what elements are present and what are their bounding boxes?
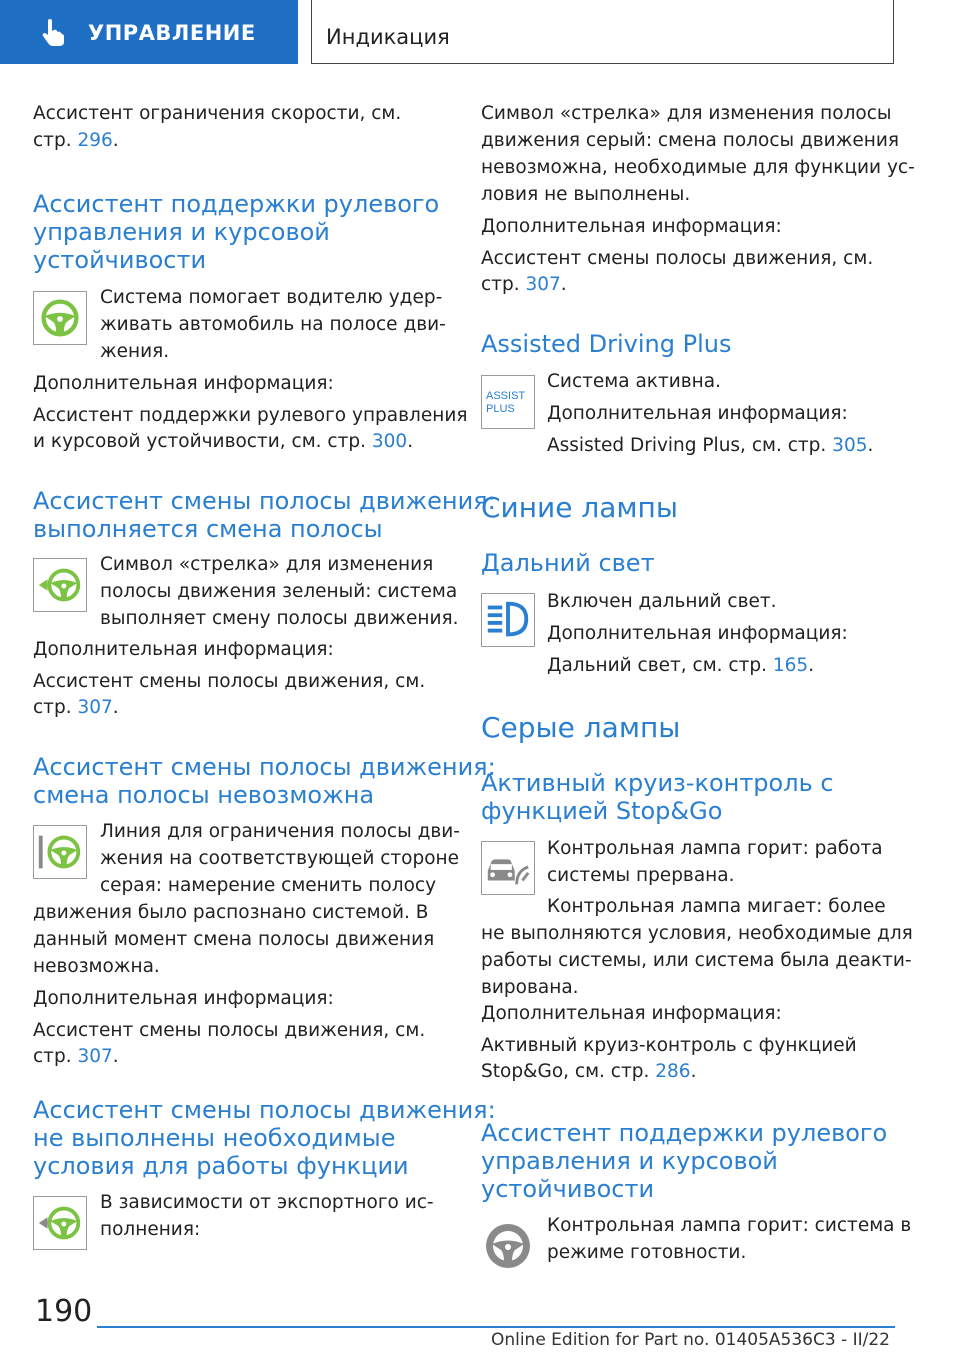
section-tab [0, 0, 298, 64]
section-heading: смена полосы невозможна [33, 781, 375, 809]
reference-text: Ассистент смены полосы движения, см. [481, 248, 874, 269]
icon-label: ASSIST [486, 390, 526, 402]
page-link[interactable]: 300 [371, 431, 408, 452]
body-text: работы системы, или система была деакти- [481, 950, 912, 971]
footer-divider [97, 1326, 895, 1328]
reference-text: Stop&Go, см. стр. 286. [481, 1061, 697, 1082]
section-heading: не выполнены необходимые [33, 1124, 396, 1152]
section-heading: Assisted Driving Plus [481, 330, 732, 358]
section-heading: условия для работы функции [33, 1152, 409, 1180]
section-heading: функцией Stop&Go [481, 797, 723, 825]
body-text: Включен дальний свет. [547, 591, 777, 612]
body-text: вирована. [481, 977, 579, 998]
section-heading: устойчивости [481, 1175, 655, 1203]
section-heading: Ассистент смены полосы движения: [33, 487, 496, 515]
body-text: не выполняются условия, необходимые для [481, 923, 913, 944]
speed-assist-ref-page: стр. 296. [33, 130, 119, 151]
body-text: Символ «стрелка» для изменения полосы [481, 103, 892, 124]
footer-edition: Online Edition for Part no. 01405A536C3 - II/22 [490, 1330, 890, 1350]
section-heading: управления и курсовой [33, 218, 330, 246]
icon-label: PLUS [486, 403, 515, 415]
reference-text: Ассистент смены полосы движения, см. [33, 1020, 426, 1041]
section-title: УПРАВЛЕНИЕ [88, 21, 256, 45]
chapter-tab [311, 0, 894, 64]
more-info-label: Дополнительная информация: [33, 639, 334, 660]
reference-text: Ассистент поддержки рулевого управления [33, 405, 468, 426]
reference-text: Активный круиз-контроль с функцией [481, 1035, 857, 1056]
reference-text: и курсовой устойчивости, см. стр. 300. [33, 431, 414, 452]
assist-plus-icon [481, 375, 535, 429]
page-link[interactable]: 307 [525, 274, 561, 295]
section-heading: Активный круиз-контроль с [481, 769, 834, 797]
page-link[interactable]: 296 [77, 130, 113, 151]
section-heading: Ассистент смены полосы движения: [33, 753, 496, 781]
body-text: системы прервана. [547, 865, 735, 886]
reference-text: стр. 307. [33, 697, 119, 718]
section-heading: устойчивости [33, 246, 207, 274]
body-text: движения серый: смена полосы движения [481, 130, 899, 151]
chapter-title: Индикация [326, 25, 450, 49]
page-link[interactable]: 286 [655, 1061, 691, 1082]
body-text: невозможна, необходимые для функции ус- [481, 157, 915, 178]
page-link[interactable]: 165 [772, 655, 809, 676]
body-text: Система активна. [547, 371, 721, 392]
steering-wheel-grey-icon [481, 1219, 535, 1273]
body-text: живать автомобиль на полосе дви- [100, 314, 446, 335]
page-link[interactable]: 307 [77, 697, 113, 718]
body-text: движения было распознано системой. В [33, 902, 429, 923]
lane-boundary-grey-icon [33, 825, 87, 879]
reference-text: Assisted Driving Plus, см. стр. 305. [547, 435, 874, 456]
more-info-label: Дополнительная информация: [481, 216, 782, 237]
body-text: Контрольная лампа мигает: более [547, 896, 886, 917]
group-heading: Серые лампы [481, 711, 681, 744]
cruise-control-icon [481, 841, 535, 895]
body-text: выполняет смену полосы движения. [100, 608, 459, 629]
steering-wheel-green-icon [33, 291, 87, 345]
section-heading: Ассистент смены полосы движения: [33, 1096, 496, 1124]
body-text: данный момент смена полосы движения [33, 929, 435, 950]
more-info-label: Дополнительная информация: [33, 988, 334, 1009]
section-heading: Дальний свет [481, 549, 655, 577]
reference-text: стр. 307. [481, 274, 567, 295]
body-text: полосы движения зеленый: система [100, 581, 458, 602]
group-heading: Синие лампы [481, 491, 678, 524]
body-text: серая: намерение сменить полосу [100, 875, 437, 896]
reference-text: Дальний свет, см. стр. 165. [547, 655, 815, 676]
body-text: жения. [100, 341, 170, 362]
more-info-label: Дополнительная информация: [33, 373, 334, 394]
reference-text: стр. 307. [33, 1046, 119, 1067]
page-link[interactable]: 307 [77, 1046, 113, 1067]
body-text: полнения: [100, 1219, 201, 1240]
section-heading: Ассистент поддержки рулевого [33, 190, 440, 218]
body-text: В зависимости от экспортного ис- [100, 1192, 434, 1213]
body-text: режиме готовности. [547, 1242, 747, 1263]
body-text: Контрольная лампа горит: система в [547, 1215, 912, 1236]
body-text: ловия не выполнены. [481, 184, 691, 205]
body-text: Система помогает водителю удер- [100, 287, 443, 308]
more-info-label: Дополнительная информация: [547, 403, 848, 424]
section-heading: выполняется смена полосы [33, 515, 383, 543]
body-text: Символ «стрелка» для изменения [100, 554, 434, 575]
page-number: 190 [35, 1294, 93, 1329]
lane-change-green-icon [33, 558, 87, 612]
section-heading: Ассистент поддержки рулевого [481, 1119, 888, 1147]
section-heading: управления и курсовой [481, 1147, 778, 1175]
body-text: Линия для ограничения полосы дви- [100, 821, 460, 842]
body-text: Контрольная лампа горит: работа [547, 838, 883, 859]
more-info-label: Дополнительная информация: [547, 623, 848, 644]
high-beam-icon [481, 593, 535, 647]
body-text: невозможна. [33, 956, 160, 977]
speed-assist-ref: Ассистент ограничения скорости, см. [33, 103, 402, 124]
hand-pointer-icon [38, 18, 68, 48]
more-info-label: Дополнительная информация: [481, 1003, 782, 1024]
body-text: жения на соответствующей стороне [100, 848, 460, 869]
lane-change-grey-icon [33, 1196, 87, 1250]
page-link[interactable]: 305 [832, 435, 868, 456]
reference-text: Ассистент смены полосы движения, см. [33, 671, 426, 692]
